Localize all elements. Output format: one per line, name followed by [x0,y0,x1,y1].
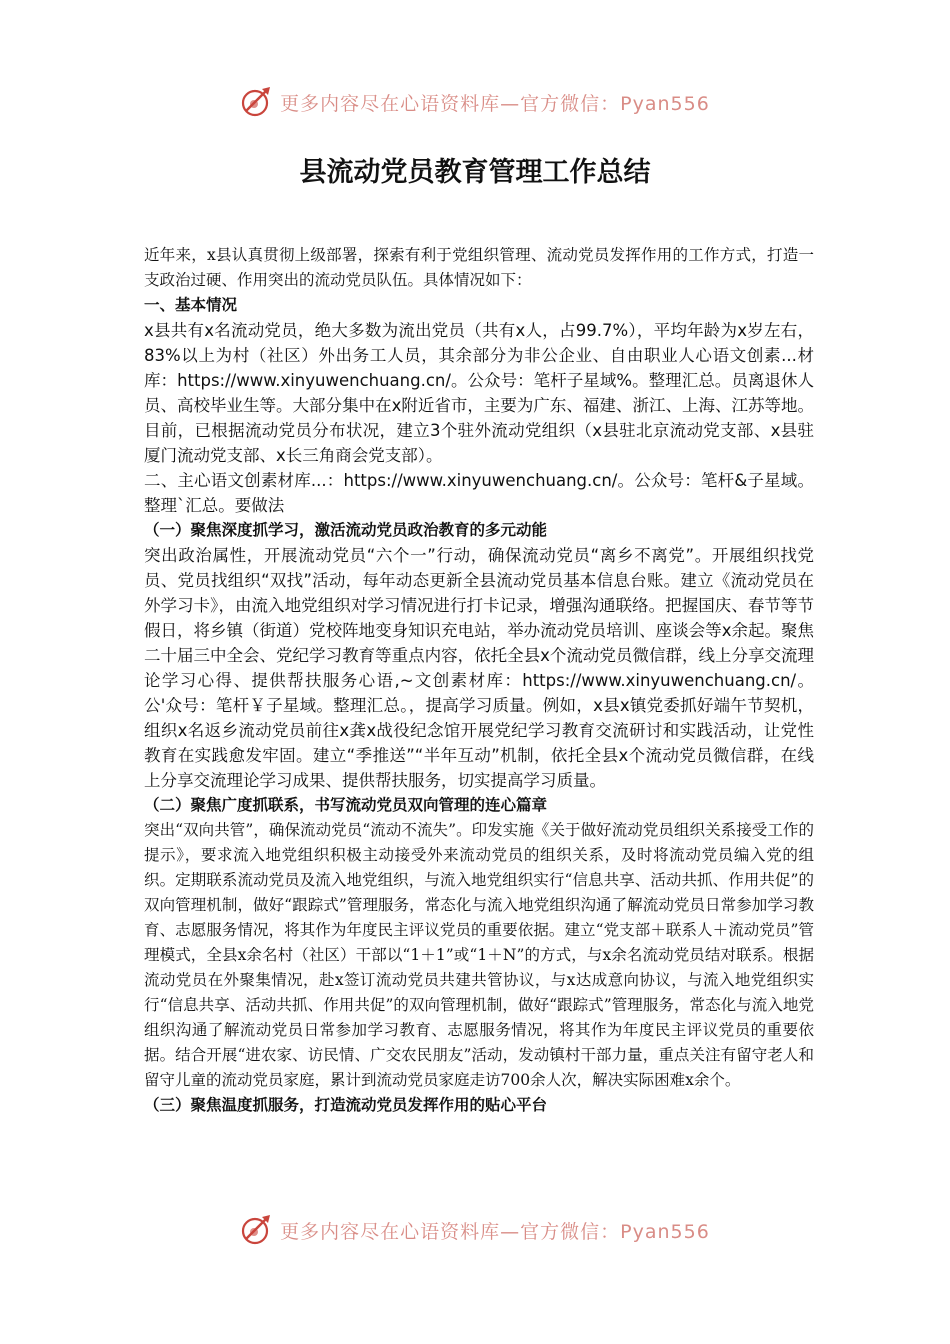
section-heading-main-practices: 二、主心语文创素材库...：https://www.xinyuwenchuang.cn/。公众号：笔杆&子星域。整理`汇总。要做法 [144,471,814,515]
subsection-study-paragraph: 突出政治属性，开展流动党员“六个一”行动，确保流动党员“离乡不离党”。开展组织找党员、党员找组织“双找”活动，每年动态更新全县流动党员基本信息台账。建立《流动党员在外学习卡》，由流入地党组织对学习情况进行打卡记录，增强沟通联络。把握国庆、春节等节假日，将乡镇（街道）党校阵地变身知识充电站，举办流动党员培训、座谈会等x余起。聚焦二十届三中全会、党纪学习教育等重点内容，依托全县x个流动党员微信群，线上分享交流理论学习心得、提供帮扶服务心语,~文创素材库：https://www.xinyuwenchuang.cn/。公'众号：笔杆￥子星域。整理汇总。，提高学习质量。例如，x县x镇党委抓好端午节契机，组织x名返乡流动党员前往x龚x战役纪念馆开展党纪学习教育交流研讨和实践活动，让党性教育在实践愈发牢固。建立“季推送”“半年互动”机制，依托全县x个流动党员微信群，在线上分享交流理论学习成果、提供帮扶服务，切实提高学习质量。 [144,546,814,790]
watermark-text: 更多内容尽在心语资料库—官方微信：Pyan556 [280,92,710,115]
footer-watermark-banner [0,1210,950,1250]
document-title: 县流动党员教育管理工作总结 [299,157,651,188]
subsection-heading-service: （三）聚焦温度抓服务，打造流动党员发挥作用的贴心平台 [144,1096,548,1114]
section-basic-paragraph: x县共有x名流动党员，绝大多数为流出党员（共有x人，占99.7%），平均年龄为x岁左右，83%以上为村（社区）外出务工人员，其余部分为非公企业、自由职业人心语文创素...材库：https://www.xinyuwenchuang.cn/。公众号：笔杆子星域%。整理汇总。员离退休人员、高校毕业生等。大部分集中在x附近省市，主要为广东、福建、浙江、上海、江苏等地。目前，已根据流动党员分布状况，建立3个驻外流动党组织（x县驻北京流动党支部、x县驻厦门流动党支部、x长三角商会党支部）。 [144,321,814,465]
document-body [144,243,814,1118]
intro-paragraph: 近年来，x县认真贯彻上级部署，探索有利于党组织管理、流动党员发挥作用的工作方式，打造一支政治过硬、作用突出的流动党员队伍。具体情况如下： [144,246,814,289]
logo-icon [240,1213,274,1247]
logo-icon [240,85,274,119]
section-heading-basic: 一、基本情况 [144,296,238,314]
watermark-text: 更多内容尽在心语资料库—官方微信：Pyan556 [280,1220,710,1243]
subsection-contact-paragraph: 突出“双向共管”，确保流动党员“流动不流失”。印发实施《关于做好流动党员组织关系接受工作的提示》，要求流入地党组织积极主动接受外来流动党员的组织关系，及时将流动党员编入党的组织。定期联系流动党员及流入地党组织，与流入地党组织实行“信息共享、活动共抓、作用共促”的双向管理机制，做好“跟踪式”管理服务，常态化与流入地党组织沟通了解流动党员日常参加学习教育、志愿服务情况，将其作为年度民主评议党员的重要依据。建立“党支部＋联系人＋流动党员”管理模式，全县x余名村（社区）干部以“1＋1”或“1＋N”的方式，与x余名流动党员结对联系。根据流动党员在外聚集情况，赴x签订流动党员共建共管协议，与x达成意向协议，与流入地党组织实行“信息共享、活动共抓、作用共促”的双向管理机制，做好“跟踪式”管理服务，常态化与流入地党组织沟通了解流动党员日常参加学习教育、志愿服务情况，将其作为年度民主评议党员的重要依据。结合开展“进农家、访民情、广交农民朋友”活动，发动镇村干部力量，重点关注有留守老人和留守儿童的流动党员家庭，累计到流动党员家庭走访700余人次，解决实际困难x余个。 [144,821,814,1089]
header-watermark-banner [0,82,950,122]
subsection-heading-contact: （二）聚焦广度抓联系，书写流动党员双向管理的连心篇章 [144,796,548,814]
subsection-heading-study: （一）聚焦深度抓学习，激活流动党员政治教育的多元动能 [144,521,548,539]
